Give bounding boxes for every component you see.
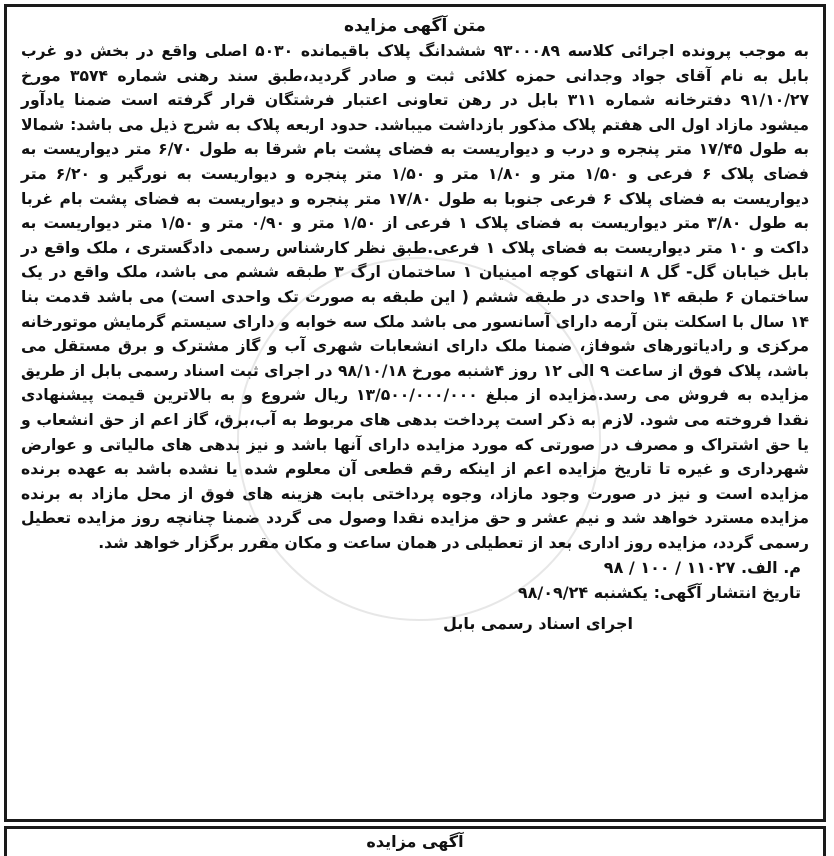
next-notice-title: آگهی مزایده (4, 826, 826, 856)
auction-notice (4, 4, 826, 822)
notice-publish-date: تاریخ انتشار آگهی: یکشنبه ۹۸/۰۹/۲۴ (517, 583, 801, 603)
notice-issuer: اجرای اسناد رسمی بابل (443, 614, 633, 634)
notice-body: به موجب پرونده اجرائی کلاسه ۹۳۰۰۰۸۹ ششدانگ پلاک باقیمانده ۵۰۳۰ اصلی واقع در بخش دو غرب بابل به نام آقای جواد وجدانی حمزه کلائی ثبت و صادر گردید،طبق سند رهنی شماره ۳۵۷۴ مورخ ۹۱/۱۰/۲۷ دفترخانه شماره ۳۱۱ بابل در رهن تعاونی اعتبار فرشتگان قرار گرفته است ضمنا یادآور میشود مازاد اول الی هفتم پلاک مذکور بازداشت میباشد. حدود اربعه پلاک به شرح ذیل می باشد: شمالا به طول ۱۷/۴۵ متر پنجره و درب و دیواریست به فضای پشت بام شرقا به طول ۶/۷۰ متر دیواریست به فضای پلاک ۶ فرعی و ۱/۵۰ متر و ۱/۸۰ متر و ۱/۵۰ متر پنجره و دیواریست به نورگیر و ۶/۲۰ متر دیواریست به فضای پلاک ۶ فرعی جنوبا به طول ۱۷/۸۰ متر پنجره و دیواریست به فضای پشت بام غربا به طول ۳/۸۰ متر دیواریست به فضای پلاک ۱ فرعی از ۱/۵۰ متر و ۰/۹۰ متر و ۱/۵۰ متر دیواریست به داکت و ۱۰ متر دیواریست به فضای پلاک ۱ فرعی.طبق نظر کارشناس رسمی دادگستری ، ملک واقع در بابل خیابان گل- گل ۸ انتهای کوچه امینیان ۱ ساختمان ارگ ۳ طبقه ششم می باشد، ملک واقع در یک ساختمان ۶ طبقه ۱۴ واحدی در طبقه ششم ( این طبقه به صورت تک واحدی است) می باشد قدمت بنا ۱۴ سال با اسکلت بتن آرمه دارای آسانسور می باشد ملک سه خوابه و دارای سیستم گرمایش موتورخانه مرکزی و رادیاتورهای شوفاژ، ضمنا ملک دارای انشعابات شهری آب و گاز مشترک و برق مستقل می باشد، پلاک فوق از ساعت ۹ الی ۱۲ روز ۴شنبه مورخ ۹۸/۱۰/۱۸ در اجرای ثبت اسناد رسمی بابل از طریق مزایده به فروش می رسد.مزایده از مبلغ ۱۳/۵۰۰/۰۰۰/۰۰۰ ریال شروع و به بالاترین قیمت پیشنهادی نقدا فروخته می شود. لازم به ذکر است پرداخت بدهی های مربوط به آب،برق، گاز اعم از حق انشعاب و یا حق اشتراک و مصرف در صورتی که مورد مزایده دارای آنها باشد و نیز بدهی های مالیاتی و عوارض شهرداری و غیره تا تاریخ مزایده اعم از اینکه رقم قطعی آن معلوم شده یا نشده باشد به عهده برنده مزایده است و نیز در صورت وجود مازاد، وجوه پرداختی بابت هزینه های فوق از محل مازاد به برنده مزایده مسترد خواهد شد و نیم عشر و حق مزایده نقدا وصول می گردد ضمنا چنانچه روز مزایده تعطیل رسمی گردد، مزایده روز اداری بعد از تعطیلی در همان ساعت و مکان مقرر برگزار خواهد شد. (21, 42, 810, 552)
notice-title: متن آگهی مزایده (344, 16, 486, 36)
notice-reference: م. الف. ۱۱۰۲۷ / ۱۰۰ / ۹۸ (603, 558, 801, 578)
